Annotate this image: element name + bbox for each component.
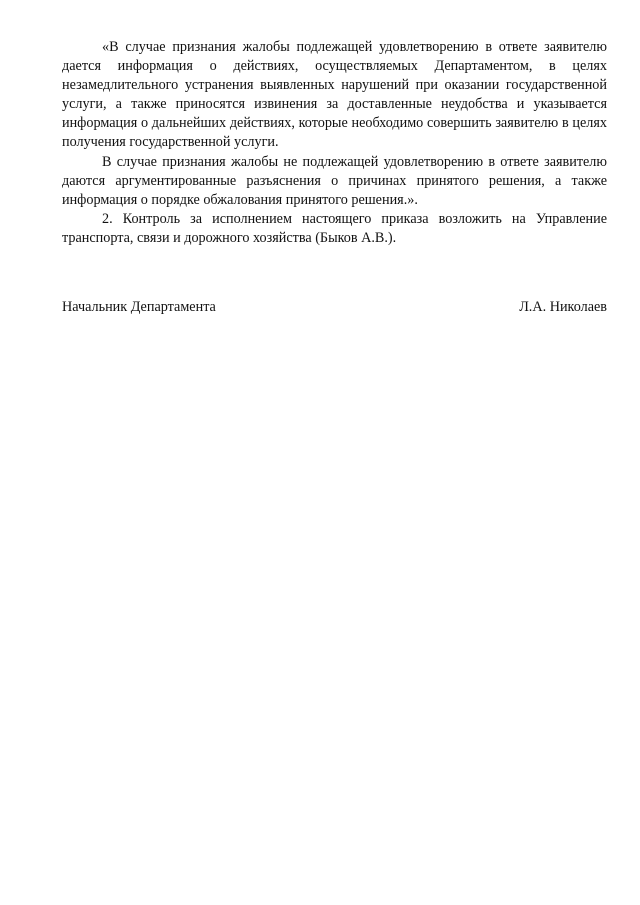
signatory-name: Л.А. Николаев	[519, 299, 607, 315]
paragraph-complaint-satisfied: «В случае признания жалобы подлежащей удовлетворению в ответе заявителю дается информация о действиях, осуществляемых Департаментом, в целях незамедлительного устранения выявленных нарушений при оказании государственной услуги, а также приносятся извинения за доставленные неудобства и указывается информация о дальнейших действиях, которые необходимо совершить заявителю в целях получения государственной услуги.	[62, 39, 607, 151]
signature-block	[62, 298, 607, 317]
signatory-position: Начальник Департамента	[62, 299, 216, 315]
paragraph-complaint-rejected: В случае признания жалобы не подлежащей удовлетворению в ответе заявителю даются аргументированные разъяснения о причинах принятого решения, а также информация о порядке обжалования принятого решения.».	[62, 153, 607, 208]
paragraph-control-clause: 2. Контроль за исполнением настоящего приказа возложить на Управление транспорта, связи и дорожного хозяйства (Быков А.В.).	[62, 210, 607, 246]
document-body	[62, 38, 607, 248]
